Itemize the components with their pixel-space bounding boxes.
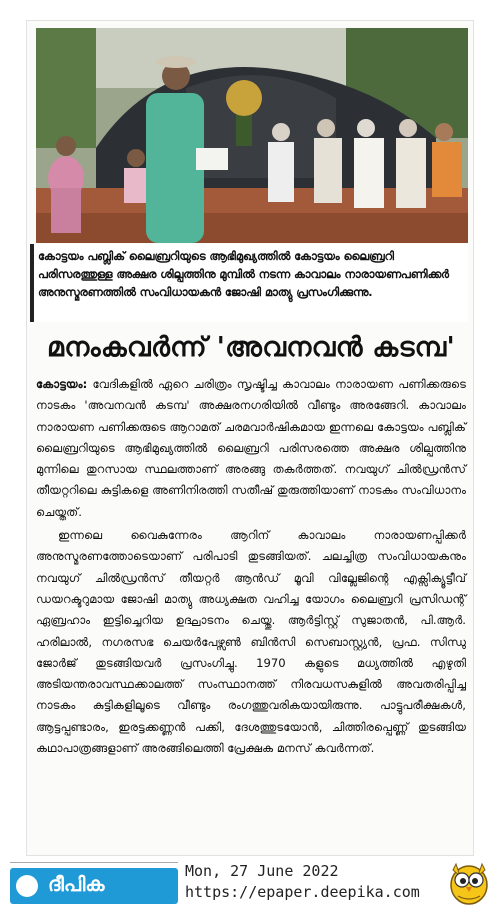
- owl-mascot-icon: [448, 860, 490, 906]
- photo-caption: കോട്ടയം പബ്ലിക് ലൈബ്രറിയുടെ ആഭിമുഖ്യത്തിൽ കോട്ടയം ലൈബ്രറി പരിസരത്തുള്ള അക്ഷര ശില്പത്തിനു മുമ്പിൽ നടന്ന കാവാലം നാരായണപണിക്കർ അനുസ്മരണത്തിൽ സംവിധായകൻ ജോഷി മാത്യു പ്രസംഗിക്കുന്നു.: [38, 250, 449, 299]
- dateline: കോട്ടയം:: [36, 377, 88, 391]
- article-body: [36, 374, 466, 759]
- epaper-url[interactable]: https://epaper.deepika.com: [185, 883, 420, 901]
- article-paragraph-1: [36, 374, 466, 523]
- article-paragraph-2: ഇന്നലെ വൈകുന്നേരം ആറിന് കാവാലം നാരായണപ്പിക്കർ അനുസ്മരണത്തോടെയാണ് പരിപാടി തുടങ്ങിയത്. ചലച്ചിത്ര സംവിധായകനും നവയുഗ് ചിൽഡ്രൻസ് തീയറ്റർ ആൻഡ് മൂവി വില്ലേജിന്റെ എക്സിക്യൂട്ടീവ് ഡയറക്ടറുമായ ജോഷി മാത്യു അധ്യക്ഷത വഹിച്ച യോഗം ലൈബ്രറി പ്രസിഡന്റ് ഏബ്രഹാം ഇട്ടിച്ചെറിയ ഉദ്ഘാടനം ചെയ്തു. ആർട്ടിസ്റ്റ് സുജാതൻ, പി.ആർ. ഹരിലാൽ, നഗരസഭ ചെയർപേഴ്സൺ ബിൻസി സെബാസ്റ്റ്യൻ, പ്രഫ. സിന്ധു ജോർജ് തുടങ്ങിയവർ പ്രസംഗിച്ചു. 1970 കളുടെ മധ്യത്തിൽ എഴുതി അടിയന്തരാവസ്ഥക്കാലത്ത് സംസ്ഥാനത്ത് നിരവധസകുളിൽ അവതരിപ്പിച്ച നാടകം കുട്ടികളിലൂടെ വീണ്ടും രംഗത്തുവരികയായിരുന്നു. പാട്ടുപരീക്ഷകൾ, ആട്ടപ്പണ്ടാരം, ഇരട്ടക്കണ്ണൻ പക്കി, ദേശത്തുടയോൻ, ചിത്തിരപ്പെണ്ണ് തുടങ്ങിയ കഥാപാത്രങ്ങളാണ് അരങ്ങിലെത്തി പ്രേക്ഷക മനസ് കവർന്നത്.: [36, 528, 466, 756]
- article-headline: മനംകവർന്ന് 'അവനവൻ കടമ്പ': [46, 332, 456, 363]
- logo-emblem-icon: [16, 875, 38, 897]
- epaper-footer: [0, 856, 498, 908]
- edition-date: Mon, 27 June 2022: [185, 862, 339, 880]
- deepika-logo[interactable]: [10, 868, 178, 904]
- photo-caption-box: [30, 244, 468, 322]
- paragraph-1-text: വേദികളിൽ ഏറെ ചരിത്രം സൃഷ്ടിച്ച കാവാലം നാരായണ പണിക്കരുടെ നാടകം 'അവനവൻ കടമ്പ' അക്ഷരനഗരിയിൽ വീണ്ടും അരങ്ങേറി. കാവാലം നാരായണ പണിക്കരുടെ ആറാമത് ചരമവാർഷികമായ ഇന്നലെ കോട്ടയം പബ്ലിക് ലൈബ്രറിയുടെ ആഭിമുഖ്യത്തിൽ ലൈബ്രറി പരിസരത്തെ അക്ഷര ശില്പത്തിനു മുന്നിലെ തുറസായ സ്ഥലത്താണ് അരങ്ങു തകർത്തത്. നവയുഗ് ചിൽഡ്രൻസ് തീയറ്ററിലെ കുട്ടികളെ അണിനിരത്തി സതീഷ് തുരുത്തിയാണ് നാടകം സംവിധാനം ചെയ്തത്.: [36, 377, 466, 519]
- logo-text: ദീപിക: [48, 872, 105, 896]
- event-photo: [36, 28, 468, 243]
